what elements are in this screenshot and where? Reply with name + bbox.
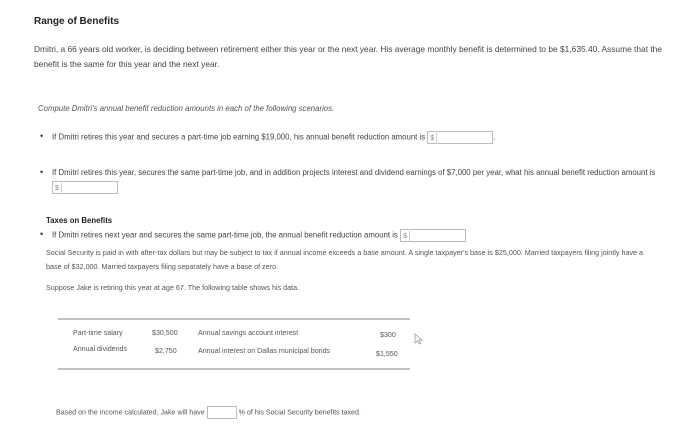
dollar-sign: $ <box>428 133 437 144</box>
table-cell: $1,550 <box>376 350 398 358</box>
scenario-1-period: . <box>493 132 496 142</box>
table-cell: Annual interest on Dallas municipal bonds <box>198 347 331 355</box>
scenario-item-3 <box>40 229 672 242</box>
instruction-text: Compute Dmitri's annual benefit reduction amounts in each of the following scenarios. <box>38 104 335 113</box>
dollar-sign: $ <box>53 183 62 194</box>
table-bottom-rule <box>58 368 410 370</box>
suppose-text: Suppose Jake is retiring this year at age 67. The following table shows his data. <box>46 283 300 292</box>
taxed-percentage-input[interactable] <box>207 406 237 419</box>
scenario-1-answer-input[interactable] <box>427 131 496 144</box>
scenario-item-1 <box>40 131 672 144</box>
scenario-item-2 <box>40 165 672 195</box>
table-cell: $2,750 <box>155 347 177 355</box>
dollar-sign: $ <box>401 231 410 242</box>
table-cell: Part-time salary <box>73 329 123 337</box>
taxed-percentage-sentence <box>56 406 361 419</box>
table-cell: Annual dividends <box>73 345 128 353</box>
intro-paragraph: Dmitri, a 66 years old worker, is deciding between retirement either this year or the next year. His average monthly benefit is determined to be $1,635.40. Assume that the benefit is the same for this year and the next year. <box>34 44 662 69</box>
section-title-range-of-benefits: Range of Benefits <box>34 16 120 27</box>
table-cell: $30,500 <box>152 329 178 337</box>
table-cell: Annual savings account interest <box>198 329 299 337</box>
scenario-1-text: If Dmitri retires this year and secures a part-time job earning $19,000, his annual benefit reduction amount is <box>52 132 426 142</box>
taxed-percentage-prefix: Based on the income calculated, Jake will have <box>56 408 205 417</box>
scenario-2-answer-input[interactable] <box>52 181 118 194</box>
scenario-3-text: If Dmitri retires next year and secures the same part-time job, the annual benefit reduction amount is <box>52 230 398 240</box>
table-cell: $300 <box>380 331 396 339</box>
table-top-rule <box>58 318 410 320</box>
section-title-taxes-on-benefits: Taxes on Benefits <box>46 216 113 225</box>
scenario-2-text: If Dmitri retires this year, secures the same part-time job, and in addition projects interest and dividend earnings of $7,000 per year, what his annual benefit reduction amount is <box>52 168 656 177</box>
mouse-pointer-icon <box>414 333 424 345</box>
scenario-3-answer-input[interactable] <box>400 229 466 242</box>
taxes-paragraph: Social Security is paid in with after-tax dollars but may be subject to tax if annual income exceeds a base amount. A single taxpayer's base is $25,000. Married taxpayers filing jointly have a base of $32,000. Married taxpayers filing separately have a base of zero. <box>46 248 644 271</box>
taxed-percentage-suffix: % of his Social Security benefits taxed. <box>238 408 361 417</box>
